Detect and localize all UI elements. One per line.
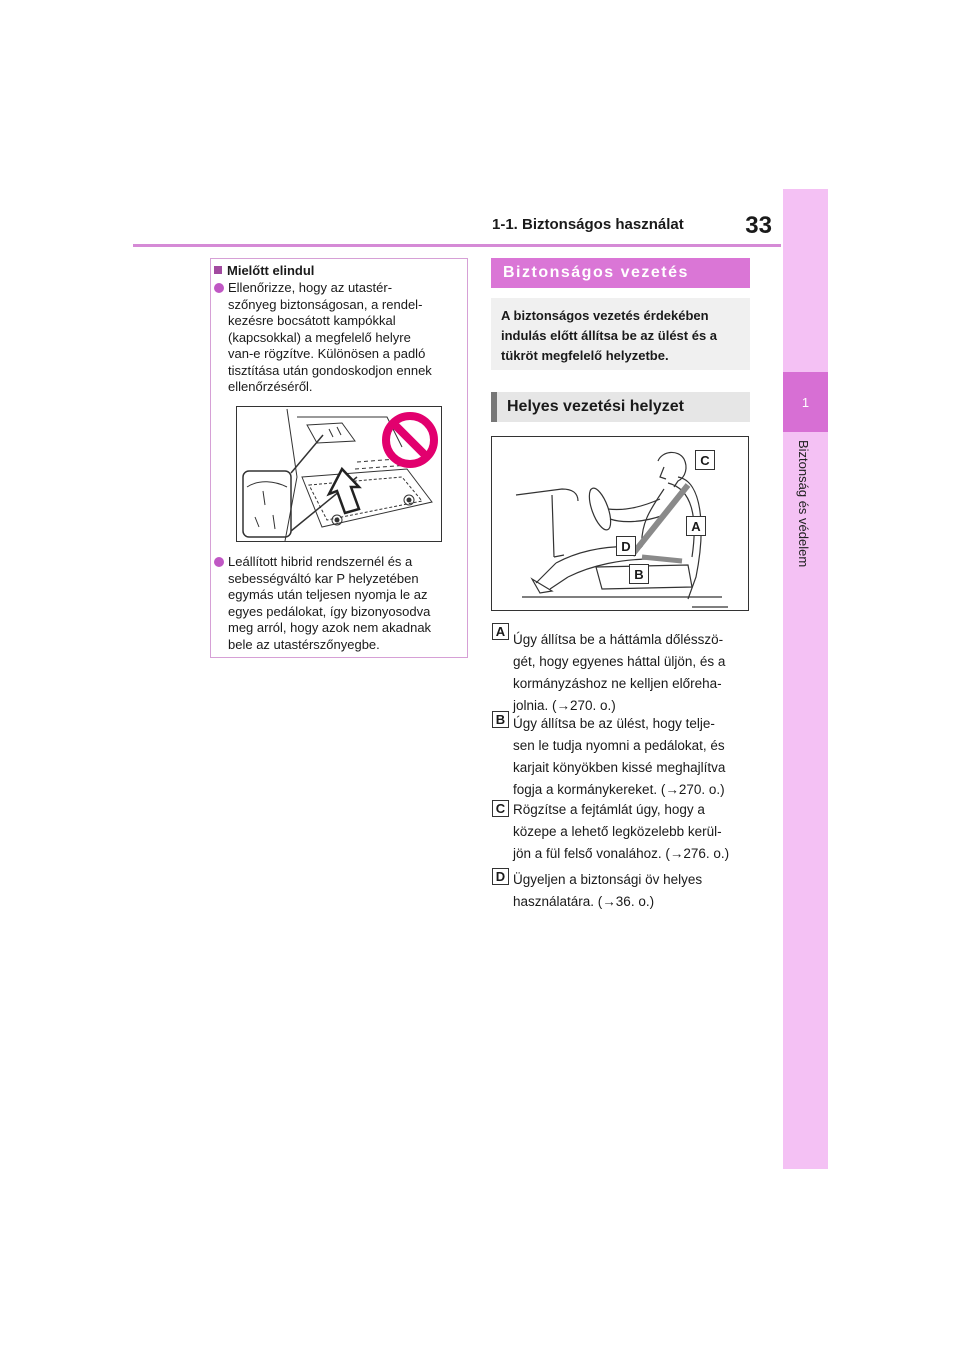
diagram-label-b: B: [629, 564, 649, 584]
side-tab-strip: [783, 189, 828, 1169]
note-heading: Mielőtt elindul: [214, 263, 314, 278]
item-label-a: A: [492, 623, 509, 640]
item-text-d: Ügyeljen a biztonsági öv helyes használatára. (→36. o.): [513, 872, 703, 909]
floor-mat-drawing: [237, 407, 441, 541]
item-label-b: B: [492, 711, 509, 728]
square-bullet-icon: [214, 266, 222, 274]
item-label-d: D: [492, 868, 509, 885]
chapter-title: Biztonság és védelem: [796, 440, 811, 568]
intro-box: A biztonságos vezetés érdekében indulás előtt állítsa be az ülést és a tükröt megfelelő helyzetbe.: [491, 298, 750, 370]
item-text-b: Úgy állítsa be az ülést, hogy telje- sen le tudja nyomni a pedálokat, és karjait könyökben kissé meghajlítva fogja a kormánykereket. (→270. o.): [513, 716, 726, 797]
item-text-a: Úgy állítsa be a háttámla dőlésszö- gét, hogy egyenes háttal üljön, és a kormányzáshoz ne kelljen előreha- jolnia. (→270. o.): [513, 632, 726, 713]
section-title: 1-1. Biztonságos használat: [492, 216, 684, 233]
chapter-number-box: [783, 372, 828, 432]
bullet-text-1: Ellenőrizze, hogy az utastér- szőnyeg biztonságosan, a rendel- kezésre bocsátott kampókkal (kapcsokkal) a megfelelő helyre van-e rögzítve. Különösen a padló tisztítása után gondoskodjon ennek ellenőrzéséről.: [228, 280, 432, 394]
bullet-dot-icon: [214, 557, 224, 567]
chapter-number: 1: [801, 394, 810, 410]
section-banner: Biztonságos vezetés: [491, 258, 750, 288]
item-text-c: Rögzítse a fejtámlát úgy, hogy a közepe a lehető legközelebb kerül- jön a fül felső vonalához. (→276. o.): [513, 802, 730, 861]
item-label-c: C: [492, 800, 509, 817]
page-number: 33: [745, 212, 772, 239]
diagram-label-c: C: [695, 450, 715, 470]
header-rule: [133, 244, 781, 247]
floor-mat-illustration: [236, 406, 442, 542]
bullet-text-2: Leállított hibrid rendszernél és a sebességváltó kar P helyzetében egymás után teljesen nyomja le az egyes pedálokat, így bizonyosodva meg arról, hogy azok nem akadnak bele az utastérszőnyegbe.: [228, 554, 432, 652]
diagram-label-a: A: [686, 516, 706, 536]
diagram-label-d: D: [616, 536, 636, 556]
subheading-banner: Helyes vezetési helyzet: [491, 392, 750, 422]
bullet-dot-icon: [214, 283, 224, 293]
